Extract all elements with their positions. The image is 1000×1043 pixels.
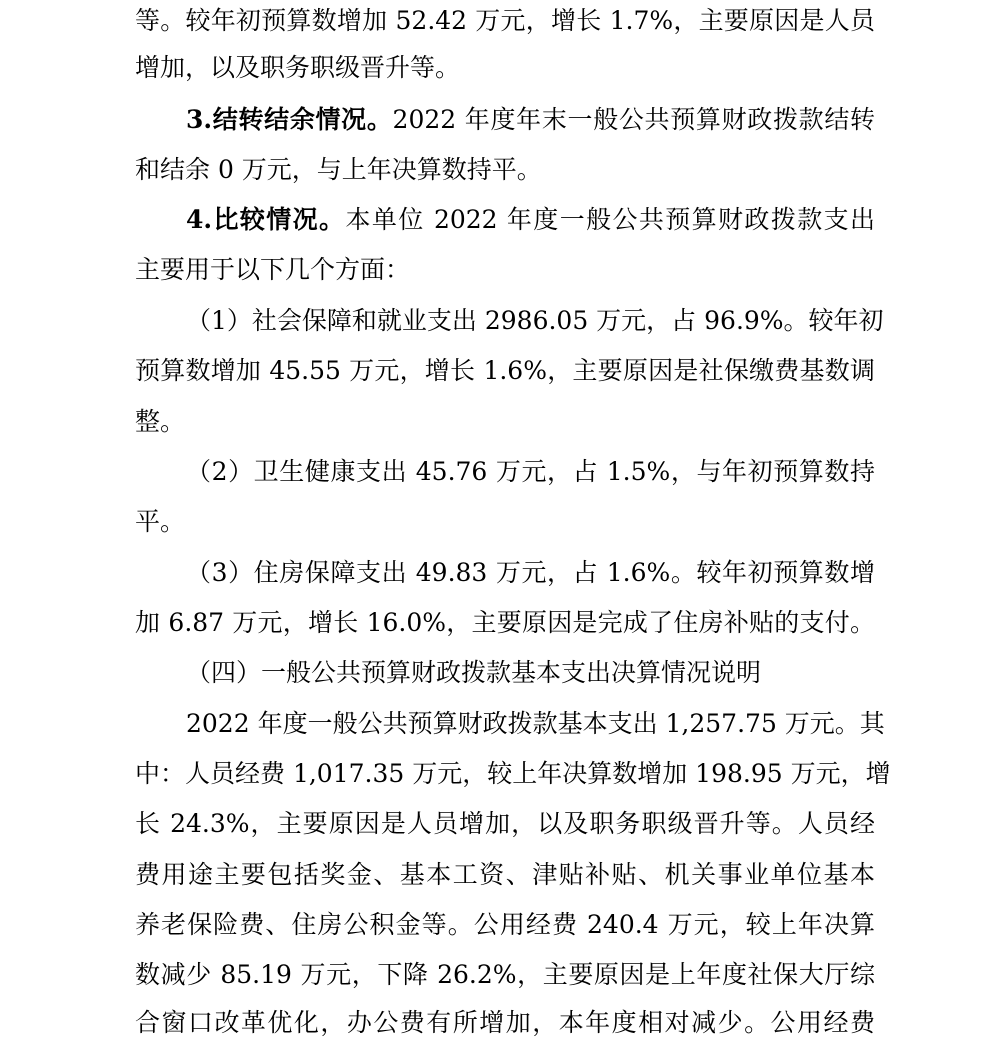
paragraph-line: 费用途主要包括奖金、基本工资、津贴补贴、机关事业单位基本 <box>135 860 875 889</box>
list-item-1-line: （1）社会保障和就业支出 2986.05 万元，占 96.9%。较年初 <box>186 306 884 335</box>
paragraph-line: 加 6.87 万元，增长 16.0%，主要原因是完成了住房补贴的支付。 <box>135 608 875 637</box>
list-item-2-line: （2）卫生健康支出 45.76 万元，占 1.5%，与年初预算数持 <box>186 457 875 486</box>
section-3-heading: 3.结转结余情况。 <box>186 105 393 134</box>
paragraph-line: 增加，以及职务职级晋升等。 <box>135 53 461 82</box>
paragraph-line: 中：人员经费 1,017.35 万元，较上年决算数增加 198.95 万元，增 <box>135 759 891 788</box>
paragraph-line: 合窗口改革优化，办公费有所增加，本年度相对减少。公用经费 <box>135 1008 875 1037</box>
section-4-text: 本单位 2022 年度一般公共预算财政拨款支出 <box>345 205 875 234</box>
paragraph-line: 养老保险费、住房公积金等。公用经费 240.4 万元，较上年决算 <box>135 910 875 939</box>
paragraph-line: 等。较年初预算数增加 52.42 万元，增长 1.7%，主要原因是人员 <box>135 6 875 35</box>
section-3-text: 2022 年度年末一般公共预算财政拨款结转 <box>392 105 875 134</box>
paragraph-line: 长 24.3%，主要原因是人员增加，以及职务职级晋升等。人员经 <box>135 809 875 838</box>
list-item-3-line: （3）住房保障支出 49.83 万元，占 1.6%。较年初预算数增 <box>186 558 875 587</box>
section-3-line <box>186 100 875 140</box>
paragraph-line: 数减少 85.19 万元，下降 26.2%，主要原因是上年度社保大厅综 <box>135 960 875 989</box>
paragraph-line: 预算数增加 45.55 万元，增长 1.6%，主要原因是社保缴费基数调 <box>135 356 875 385</box>
paragraph-line: 主要用于以下几个方面： <box>135 255 411 284</box>
paragraph-line: 平。 <box>135 507 186 536</box>
section-4-line <box>186 200 875 240</box>
paragraph-line: 整。 <box>135 407 186 436</box>
section-4-heading: 4.比较情况。 <box>186 205 346 234</box>
paragraph-line: 2022 年度一般公共预算财政拨款基本支出 1,257.75 万元。其 <box>186 709 885 738</box>
paragraph-line: 和结余 0 万元，与上年决算数持平。 <box>135 155 542 184</box>
subsection-four-heading: （四）一般公共预算财政拨款基本支出决算情况说明 <box>186 658 762 687</box>
